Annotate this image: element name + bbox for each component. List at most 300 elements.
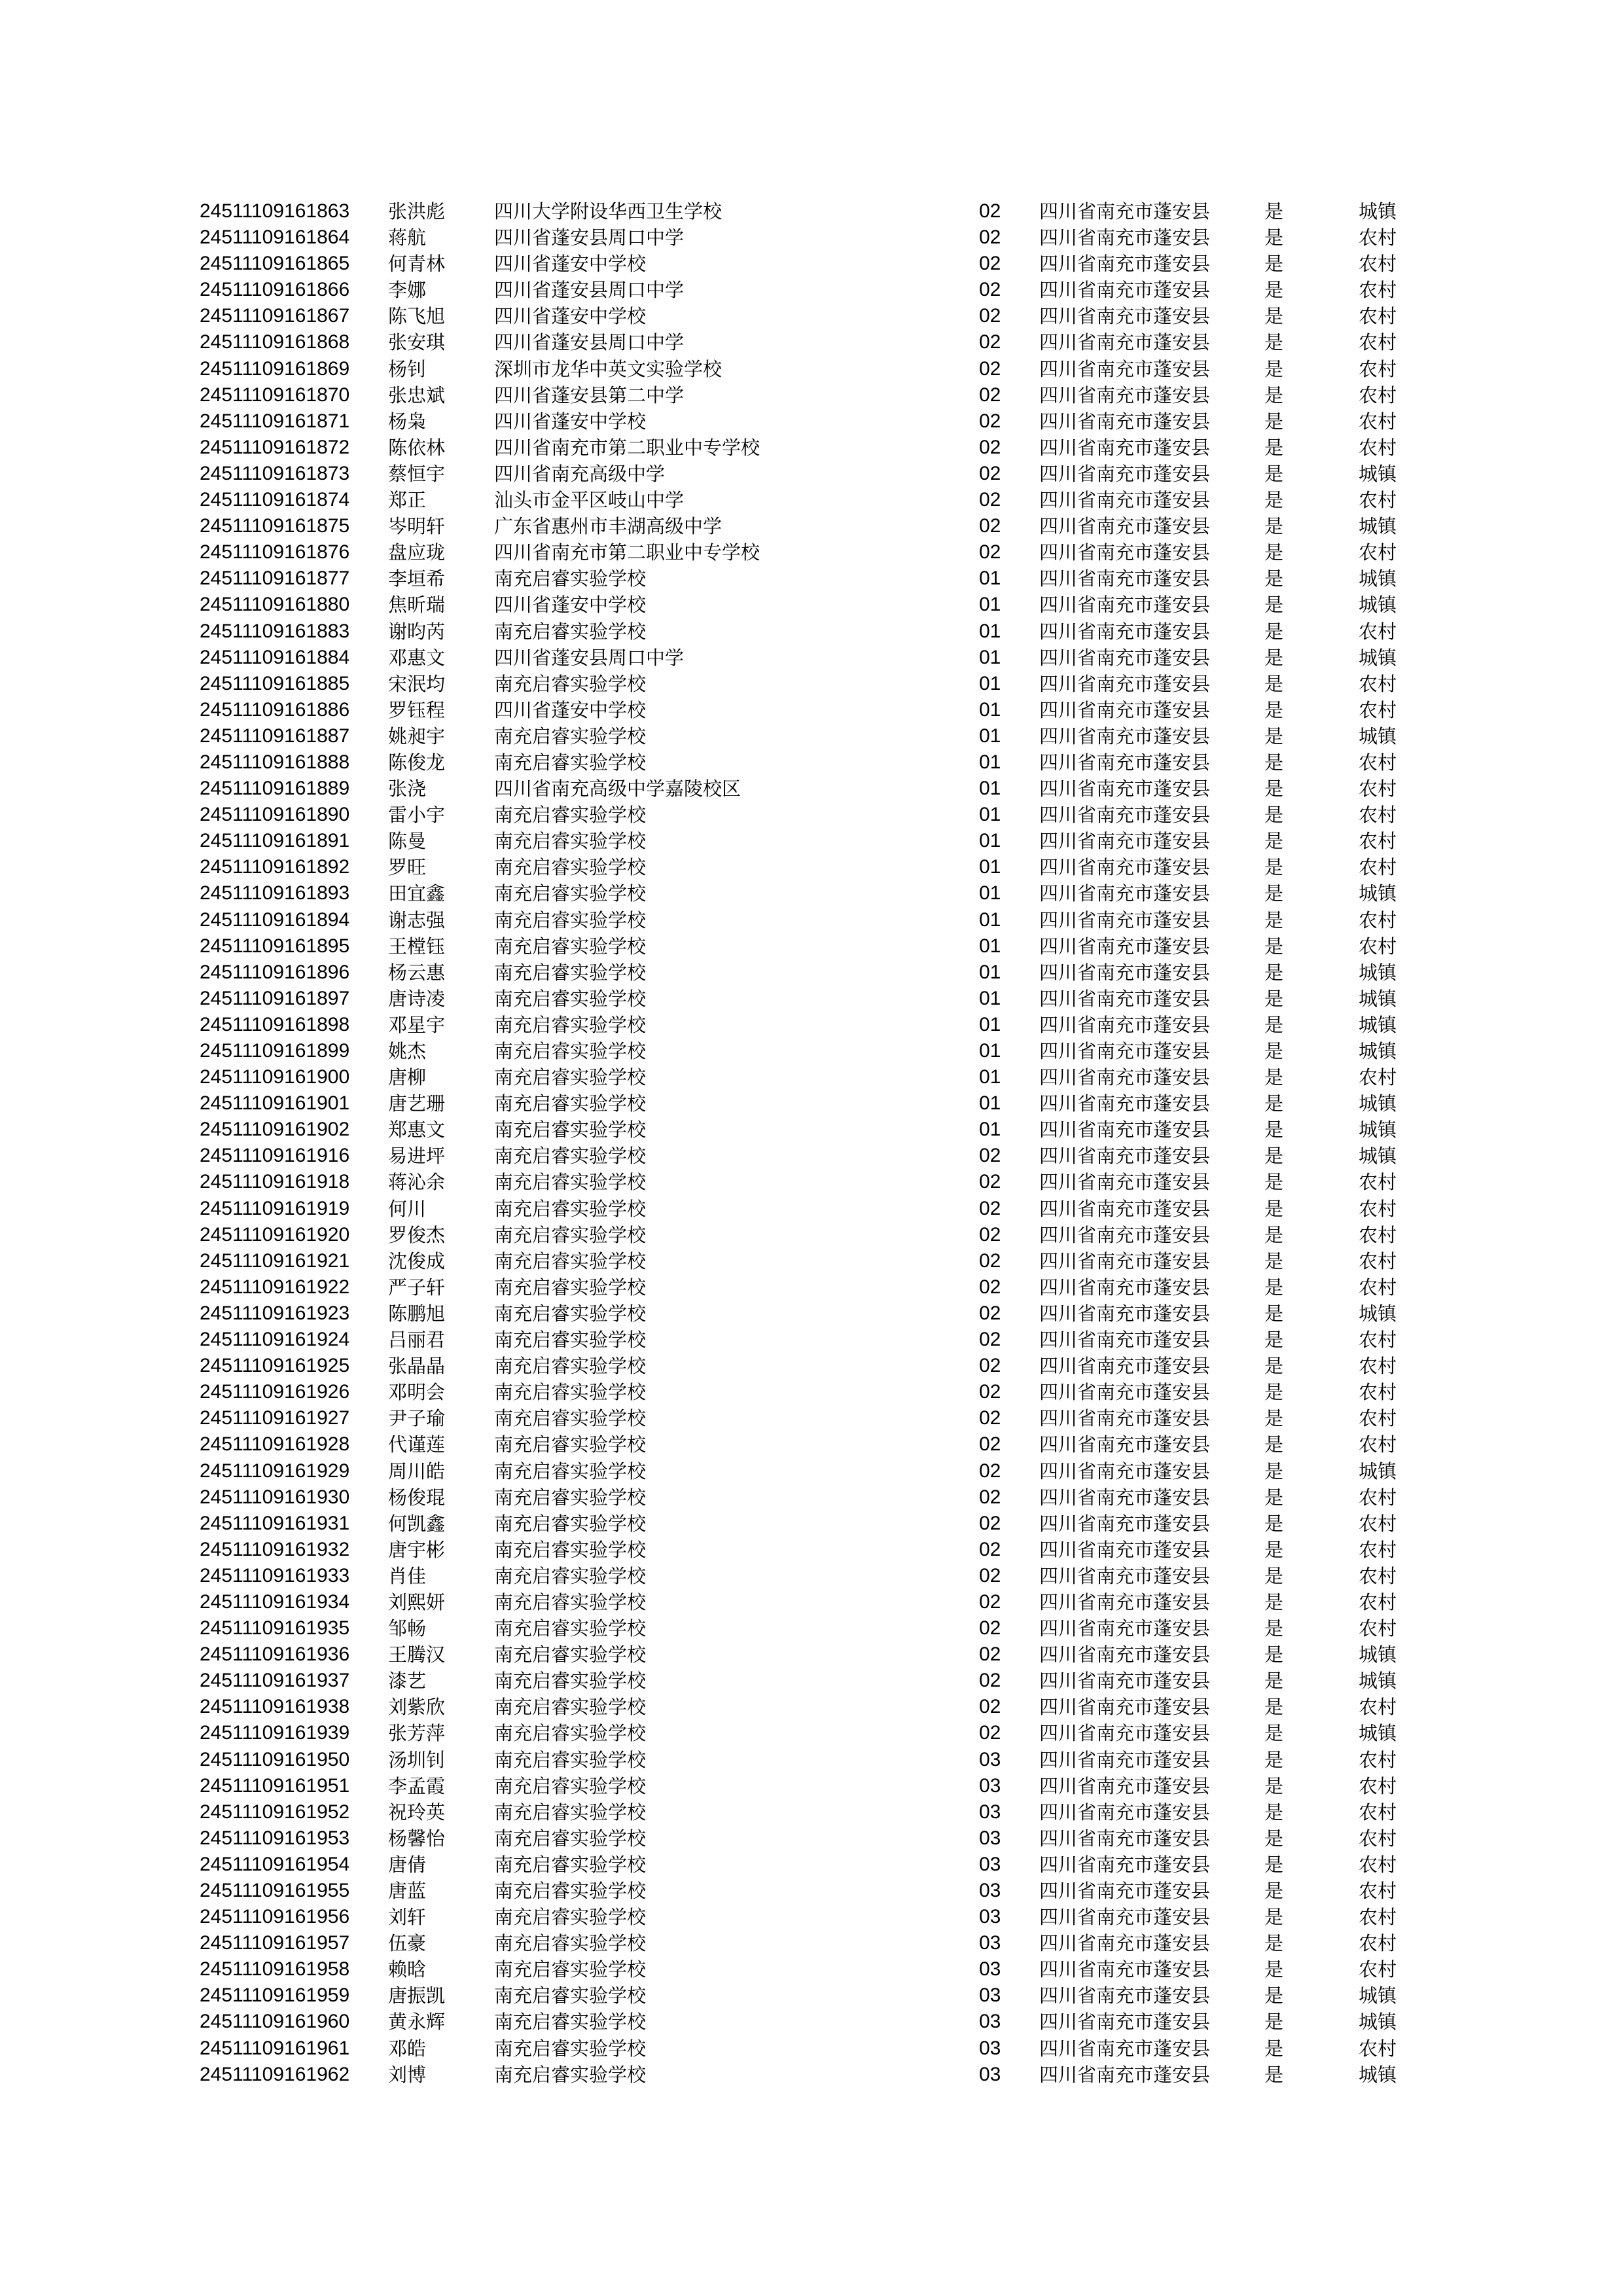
record-area-type: 农村 bbox=[1359, 1827, 1397, 1850]
record-area-type: 农村 bbox=[1359, 1171, 1397, 1194]
record-code: 02 bbox=[979, 541, 1001, 564]
record-id: 24511109161962 bbox=[200, 2063, 350, 2085]
record-id: 24511109161956 bbox=[200, 1906, 350, 1928]
record-name: 王腾汉 bbox=[388, 1643, 446, 1666]
table-row bbox=[0, 1668, 1623, 1694]
record-id: 24511109161916 bbox=[200, 1145, 350, 1167]
record-region: 四川省南充市蓬安县 bbox=[1039, 1223, 1211, 1246]
record-name: 杨云惠 bbox=[388, 961, 446, 984]
table-row bbox=[0, 303, 1623, 329]
record-region: 四川省南充市蓬安县 bbox=[1039, 436, 1211, 459]
record-region: 四川省南充市蓬安县 bbox=[1039, 1774, 1211, 1797]
record-id: 24511109161863 bbox=[200, 200, 350, 222]
record-school: 南充启睿实验学校 bbox=[494, 1460, 647, 1482]
table-row bbox=[0, 1405, 1623, 1431]
record-region: 四川省南充市蓬安县 bbox=[1039, 1197, 1211, 1220]
record-name: 周川皓 bbox=[388, 1460, 446, 1482]
record-id: 24511109161885 bbox=[200, 672, 350, 694]
record-flag: 是 bbox=[1264, 1670, 1284, 1693]
record-school: 四川省蓬安县周口中学 bbox=[494, 279, 685, 302]
record-region: 四川省南充市蓬安县 bbox=[1039, 1355, 1211, 1378]
record-region: 四川省南充市蓬安县 bbox=[1039, 489, 1211, 512]
record-area-type: 城镇 bbox=[1359, 567, 1397, 590]
record-area-type: 城镇 bbox=[1359, 1092, 1397, 1115]
record-code: 02 bbox=[979, 1407, 1001, 1429]
record-region: 四川省南充市蓬安县 bbox=[1039, 1827, 1211, 1850]
record-flag: 是 bbox=[1264, 1092, 1284, 1115]
record-region: 四川省南充市蓬安县 bbox=[1039, 1643, 1211, 1666]
record-school: 南充启睿实验学校 bbox=[494, 1066, 647, 1089]
table-row bbox=[0, 1694, 1623, 1720]
record-code: 03 bbox=[979, 1748, 1001, 1770]
record-id: 24511109161939 bbox=[200, 1722, 350, 1744]
record-name: 严子轩 bbox=[388, 1276, 446, 1299]
record-flag: 是 bbox=[1264, 2011, 1284, 2034]
record-area-type: 农村 bbox=[1359, 1932, 1397, 1955]
record-flag: 是 bbox=[1264, 882, 1284, 905]
table-row bbox=[0, 539, 1623, 565]
record-area-type: 农村 bbox=[1359, 908, 1397, 931]
record-flag: 是 bbox=[1264, 515, 1284, 538]
record-region: 四川省南充市蓬安县 bbox=[1039, 1617, 1211, 1640]
record-region: 四川省南充市蓬安县 bbox=[1039, 1329, 1211, 1352]
record-name: 张浇 bbox=[388, 778, 427, 800]
record-name: 张忠斌 bbox=[388, 384, 446, 406]
record-name: 谢志强 bbox=[388, 908, 446, 931]
table-row bbox=[0, 1117, 1623, 1143]
table-row bbox=[0, 592, 1623, 618]
record-code: 01 bbox=[979, 778, 1001, 800]
record-school: 四川省蓬安中学校 bbox=[494, 410, 647, 433]
record-name: 蒋航 bbox=[388, 226, 427, 249]
record-school: 四川省蓬安县周口中学 bbox=[494, 646, 685, 669]
record-name: 雷小宇 bbox=[388, 804, 446, 827]
record-code: 01 bbox=[979, 882, 1001, 905]
record-name: 张芳萍 bbox=[388, 1722, 446, 1745]
record-school: 南充启睿实验学校 bbox=[494, 856, 647, 879]
record-id: 24511109161884 bbox=[200, 646, 350, 668]
record-school: 南充启睿实验学校 bbox=[494, 567, 647, 590]
record-name: 邓明会 bbox=[388, 1381, 446, 1404]
table-row bbox=[0, 1222, 1623, 1248]
table-row bbox=[0, 1641, 1623, 1668]
record-code: 03 bbox=[979, 1827, 1001, 1849]
record-school: 南充启睿实验学校 bbox=[494, 1171, 647, 1194]
table-row bbox=[0, 2009, 1623, 2035]
record-name: 何青林 bbox=[388, 253, 446, 276]
record-code: 02 bbox=[979, 489, 1001, 511]
record-name: 张安琪 bbox=[388, 331, 446, 354]
record-flag: 是 bbox=[1264, 1407, 1284, 1430]
record-region: 四川省南充市蓬安县 bbox=[1039, 2011, 1211, 2034]
record-school: 南充启睿实验学校 bbox=[494, 1302, 647, 1325]
table-row bbox=[0, 645, 1623, 671]
record-code: 02 bbox=[979, 1171, 1001, 1193]
record-name: 谢昀芮 bbox=[388, 620, 446, 643]
record-code: 03 bbox=[979, 1853, 1001, 1875]
record-id: 24511109161955 bbox=[200, 1880, 350, 1901]
record-area-type: 农村 bbox=[1359, 1590, 1397, 1613]
table-row bbox=[0, 1327, 1623, 1353]
record-id: 24511109161871 bbox=[200, 410, 350, 432]
record-id: 24511109161953 bbox=[200, 1827, 350, 1849]
table-row bbox=[0, 1379, 1623, 1405]
record-region: 四川省南充市蓬安县 bbox=[1039, 541, 1211, 564]
record-code: 02 bbox=[979, 1381, 1001, 1403]
record-id: 24511109161960 bbox=[200, 2011, 350, 2033]
record-region: 四川省南充市蓬安县 bbox=[1039, 253, 1211, 276]
record-id: 24511109161875 bbox=[200, 515, 350, 537]
record-flag: 是 bbox=[1264, 751, 1284, 774]
record-id: 24511109161876 bbox=[200, 541, 350, 564]
record-region: 四川省南充市蓬安县 bbox=[1039, 778, 1211, 800]
record-name: 汤圳钊 bbox=[388, 1748, 446, 1771]
record-id: 24511109161954 bbox=[200, 1853, 350, 1875]
record-code: 01 bbox=[979, 935, 1001, 957]
record-region: 四川省南充市蓬安县 bbox=[1039, 620, 1211, 643]
table-row bbox=[0, 565, 1623, 592]
record-flag: 是 bbox=[1264, 279, 1284, 302]
record-id: 24511109161926 bbox=[200, 1381, 350, 1403]
record-code: 01 bbox=[979, 698, 1001, 721]
record-region: 四川省南充市蓬安县 bbox=[1039, 1381, 1211, 1404]
record-area-type: 农村 bbox=[1359, 436, 1397, 459]
table-row bbox=[0, 1799, 1623, 1825]
record-id: 24511109161957 bbox=[200, 1932, 350, 1954]
record-school: 南充启睿实验学校 bbox=[494, 1538, 647, 1561]
table-row bbox=[0, 1458, 1623, 1484]
record-flag: 是 bbox=[1264, 1302, 1284, 1325]
record-code: 02 bbox=[979, 1460, 1001, 1482]
record-code: 03 bbox=[979, 2011, 1001, 2033]
record-name: 蔡恒宇 bbox=[388, 462, 446, 485]
record-name: 陈俊龙 bbox=[388, 751, 446, 774]
record-name: 陈依林 bbox=[388, 436, 446, 459]
record-name: 邹畅 bbox=[388, 1617, 427, 1640]
record-region: 四川省南充市蓬安县 bbox=[1039, 1801, 1211, 1823]
table-row bbox=[0, 619, 1623, 645]
record-code: 03 bbox=[979, 1958, 1001, 1981]
record-region: 四川省南充市蓬安县 bbox=[1039, 1407, 1211, 1430]
record-school: 四川省蓬安县第二中学 bbox=[494, 384, 685, 406]
record-school: 四川省蓬安中学校 bbox=[494, 305, 647, 328]
record-school: 南充启睿实验学校 bbox=[494, 1040, 647, 1062]
record-flag: 是 bbox=[1264, 384, 1284, 406]
table-row bbox=[0, 356, 1623, 382]
record-list bbox=[0, 198, 1623, 2088]
table-row bbox=[0, 1563, 1623, 1589]
record-area-type: 城镇 bbox=[1359, 2063, 1397, 2086]
record-school: 南充启睿实验学校 bbox=[494, 751, 647, 774]
record-code: 02 bbox=[979, 226, 1001, 249]
record-name: 杨馨怡 bbox=[388, 1827, 446, 1850]
record-code: 01 bbox=[979, 646, 1001, 668]
record-code: 02 bbox=[979, 1696, 1001, 1718]
record-area-type: 城镇 bbox=[1359, 2011, 1397, 2034]
record-region: 四川省南充市蓬安县 bbox=[1039, 804, 1211, 827]
record-id: 24511109161918 bbox=[200, 1171, 350, 1193]
record-region: 四川省南充市蓬安县 bbox=[1039, 935, 1211, 958]
record-school: 南充启睿实验学校 bbox=[494, 1407, 647, 1430]
record-flag: 是 bbox=[1264, 856, 1284, 879]
record-code: 02 bbox=[979, 1433, 1001, 1456]
record-id: 24511109161891 bbox=[200, 830, 350, 852]
record-code: 01 bbox=[979, 725, 1001, 747]
table-row bbox=[0, 1090, 1623, 1117]
table-row bbox=[0, 1038, 1623, 1064]
record-school: 四川大学附设华西卫生学校 bbox=[494, 200, 722, 223]
record-area-type: 农村 bbox=[1359, 1249, 1397, 1272]
record-region: 四川省南充市蓬安县 bbox=[1039, 1722, 1211, 1745]
table-row bbox=[0, 224, 1623, 251]
record-flag: 是 bbox=[1264, 672, 1284, 695]
record-id: 24511109161870 bbox=[200, 384, 350, 406]
record-flag: 是 bbox=[1264, 1880, 1284, 1902]
record-area-type: 农村 bbox=[1359, 1407, 1397, 1430]
record-id: 24511109161889 bbox=[200, 778, 350, 800]
record-school: 南充启睿实验学校 bbox=[494, 804, 647, 827]
record-school: 南充启睿实验学校 bbox=[494, 725, 647, 747]
record-school: 南充启睿实验学校 bbox=[494, 1801, 647, 1823]
table-row bbox=[0, 986, 1623, 1012]
record-area-type: 城镇 bbox=[1359, 725, 1397, 747]
record-region: 四川省南充市蓬安县 bbox=[1039, 1119, 1211, 1141]
record-name: 张洪彪 bbox=[388, 200, 446, 223]
record-name: 伍豪 bbox=[388, 1932, 427, 1955]
record-id: 24511109161869 bbox=[200, 357, 350, 380]
record-name: 郑正 bbox=[388, 489, 427, 512]
record-region: 四川省南充市蓬安县 bbox=[1039, 1880, 1211, 1902]
record-area-type: 农村 bbox=[1359, 1512, 1397, 1535]
record-region: 四川省南充市蓬安县 bbox=[1039, 279, 1211, 302]
record-id: 24511109161950 bbox=[200, 1748, 350, 1770]
record-name: 唐振凯 bbox=[388, 1984, 446, 2007]
record-name: 罗旺 bbox=[388, 856, 427, 879]
record-name: 杨俊琨 bbox=[388, 1486, 446, 1509]
record-code: 01 bbox=[979, 594, 1001, 616]
table-row bbox=[0, 2062, 1623, 2088]
table-row bbox=[0, 1248, 1623, 1274]
record-code: 02 bbox=[979, 305, 1001, 327]
record-id: 24511109161925 bbox=[200, 1355, 350, 1377]
table-row bbox=[0, 1982, 1623, 2009]
table-row bbox=[0, 1196, 1623, 1222]
record-code: 03 bbox=[979, 1984, 1001, 2007]
record-area-type: 农村 bbox=[1359, 1355, 1397, 1378]
record-name: 唐柳 bbox=[388, 1066, 427, 1089]
record-code: 03 bbox=[979, 1932, 1001, 1954]
record-code: 03 bbox=[979, 2063, 1001, 2085]
record-name: 郑惠文 bbox=[388, 1119, 446, 1141]
record-flag: 是 bbox=[1264, 1748, 1284, 1771]
table-row bbox=[0, 198, 1623, 224]
record-region: 四川省南充市蓬安县 bbox=[1039, 1249, 1211, 1272]
record-flag: 是 bbox=[1264, 778, 1284, 800]
table-row bbox=[0, 1615, 1623, 1641]
record-area-type: 城镇 bbox=[1359, 594, 1397, 617]
record-name: 何凯鑫 bbox=[388, 1512, 446, 1535]
record-school: 南充启睿实验学校 bbox=[494, 1932, 647, 1955]
record-code: 02 bbox=[979, 1590, 1001, 1613]
record-id: 24511109161892 bbox=[200, 856, 350, 878]
record-id: 24511109161922 bbox=[200, 1276, 350, 1298]
record-area-type: 农村 bbox=[1359, 1958, 1397, 1981]
record-region: 四川省南充市蓬安县 bbox=[1039, 1040, 1211, 1062]
record-id: 24511109161900 bbox=[200, 1066, 350, 1088]
record-name: 杨钊 bbox=[388, 357, 427, 380]
record-code: 02 bbox=[979, 1249, 1001, 1272]
record-flag: 是 bbox=[1264, 594, 1284, 617]
record-id: 24511109161880 bbox=[200, 594, 350, 616]
record-code: 02 bbox=[979, 1512, 1001, 1534]
record-area-type: 农村 bbox=[1359, 620, 1397, 643]
record-flag: 是 bbox=[1264, 1906, 1284, 1929]
record-name: 王樘钰 bbox=[388, 935, 446, 958]
record-flag: 是 bbox=[1264, 567, 1284, 590]
record-flag: 是 bbox=[1264, 2037, 1284, 2060]
record-region: 四川省南充市蓬安县 bbox=[1039, 856, 1211, 879]
record-flag: 是 bbox=[1264, 804, 1284, 827]
record-id: 24511109161897 bbox=[200, 987, 350, 1009]
table-row bbox=[0, 776, 1623, 802]
table-row bbox=[0, 1484, 1623, 1511]
record-name: 沈俊成 bbox=[388, 1249, 446, 1272]
record-flag: 是 bbox=[1264, 1827, 1284, 1850]
record-id: 24511109161888 bbox=[200, 751, 350, 773]
record-name: 唐艺珊 bbox=[388, 1092, 446, 1115]
record-id: 24511109161930 bbox=[200, 1486, 350, 1508]
record-name: 肖佳 bbox=[388, 1564, 427, 1587]
record-school: 南充启睿实验学校 bbox=[494, 1249, 647, 1272]
record-flag: 是 bbox=[1264, 620, 1284, 643]
record-school: 四川省南充高级中学嘉陵校区 bbox=[494, 778, 741, 800]
table-row bbox=[0, 1852, 1623, 1878]
record-flag: 是 bbox=[1264, 1958, 1284, 1981]
record-name: 宋泯均 bbox=[388, 672, 446, 695]
record-code: 02 bbox=[979, 1355, 1001, 1377]
record-area-type: 农村 bbox=[1359, 935, 1397, 958]
record-area-type: 农村 bbox=[1359, 1564, 1397, 1587]
record-region: 四川省南充市蓬安县 bbox=[1039, 1460, 1211, 1482]
record-region: 四川省南充市蓬安县 bbox=[1039, 2063, 1211, 2086]
record-school: 南充启睿实验学校 bbox=[494, 1276, 647, 1299]
record-name: 李孟霞 bbox=[388, 1774, 446, 1797]
record-code: 02 bbox=[979, 253, 1001, 275]
record-school: 深圳市龙华中英文实验学校 bbox=[494, 357, 722, 380]
record-id: 24511109161865 bbox=[200, 253, 350, 275]
record-area-type: 农村 bbox=[1359, 1801, 1397, 1823]
table-row bbox=[0, 1431, 1623, 1458]
record-flag: 是 bbox=[1264, 1223, 1284, 1246]
record-flag: 是 bbox=[1264, 357, 1284, 380]
table-row bbox=[0, 1589, 1623, 1615]
record-region: 四川省南充市蓬安县 bbox=[1039, 1512, 1211, 1535]
record-school: 四川省蓬安中学校 bbox=[494, 594, 647, 617]
record-school: 南充启睿实验学校 bbox=[494, 1119, 647, 1141]
record-flag: 是 bbox=[1264, 1722, 1284, 1745]
record-area-type: 农村 bbox=[1359, 541, 1397, 564]
record-code: 02 bbox=[979, 1223, 1001, 1246]
record-region: 四川省南充市蓬安县 bbox=[1039, 1276, 1211, 1299]
record-name: 邓星宇 bbox=[388, 1013, 446, 1036]
record-school: 南充启睿实验学校 bbox=[494, 1696, 647, 1719]
record-flag: 是 bbox=[1264, 2063, 1284, 2086]
record-name: 黄永辉 bbox=[388, 2011, 446, 2034]
table-row bbox=[0, 461, 1623, 487]
record-code: 02 bbox=[979, 436, 1001, 458]
record-school: 南充启睿实验学校 bbox=[494, 1722, 647, 1745]
record-flag: 是 bbox=[1264, 331, 1284, 354]
record-school: 南充启睿实验学校 bbox=[494, 987, 647, 1010]
record-flag: 是 bbox=[1264, 1801, 1284, 1823]
record-code: 01 bbox=[979, 830, 1001, 852]
record-flag: 是 bbox=[1264, 226, 1284, 249]
table-row bbox=[0, 1511, 1623, 1537]
record-id: 24511109161894 bbox=[200, 908, 350, 931]
table-row bbox=[0, 1300, 1623, 1327]
record-flag: 是 bbox=[1264, 908, 1284, 931]
record-area-type: 农村 bbox=[1359, 305, 1397, 328]
record-id: 24511109161935 bbox=[200, 1617, 350, 1640]
record-school: 南充启睿实验学校 bbox=[494, 1590, 647, 1613]
record-region: 四川省南充市蓬安县 bbox=[1039, 725, 1211, 747]
record-area-type: 农村 bbox=[1359, 1853, 1397, 1876]
record-flag: 是 bbox=[1264, 1145, 1284, 1168]
record-id: 24511109161874 bbox=[200, 489, 350, 511]
record-name: 焦昕瑞 bbox=[388, 594, 446, 617]
record-name: 姚昶宇 bbox=[388, 725, 446, 747]
record-id: 24511109161951 bbox=[200, 1774, 350, 1797]
record-code: 01 bbox=[979, 908, 1001, 931]
table-row bbox=[0, 854, 1623, 880]
record-flag: 是 bbox=[1264, 698, 1284, 721]
record-school: 南充启睿实验学校 bbox=[494, 908, 647, 931]
record-name: 岑明轩 bbox=[388, 515, 446, 538]
record-school: 南充启睿实验学校 bbox=[494, 672, 647, 695]
record-area-type: 农村 bbox=[1359, 1223, 1397, 1246]
record-area-type: 城镇 bbox=[1359, 1119, 1397, 1141]
record-flag: 是 bbox=[1264, 1329, 1284, 1352]
record-school: 南充启睿实验学校 bbox=[494, 1381, 647, 1404]
record-school: 南充启睿实验学校 bbox=[494, 1853, 647, 1876]
record-name: 吕丽君 bbox=[388, 1329, 446, 1352]
record-name: 刘紫欣 bbox=[388, 1696, 446, 1719]
record-flag: 是 bbox=[1264, 830, 1284, 853]
table-row bbox=[0, 1747, 1623, 1773]
record-school: 南充启睿实验学校 bbox=[494, 1512, 647, 1535]
record-id: 24511109161934 bbox=[200, 1590, 350, 1613]
record-code: 01 bbox=[979, 1092, 1001, 1115]
record-area-type: 城镇 bbox=[1359, 1013, 1397, 1036]
record-region: 四川省南充市蓬安县 bbox=[1039, 357, 1211, 380]
record-area-type: 城镇 bbox=[1359, 1722, 1397, 1745]
record-area-type: 农村 bbox=[1359, 1066, 1397, 1089]
table-row bbox=[0, 1274, 1623, 1300]
record-id: 24511109161927 bbox=[200, 1407, 350, 1429]
record-flag: 是 bbox=[1264, 1984, 1284, 2007]
record-name: 赖晗 bbox=[388, 1958, 427, 1981]
record-region: 四川省南充市蓬安县 bbox=[1039, 1696, 1211, 1719]
record-code: 01 bbox=[979, 804, 1001, 826]
record-name: 唐蓝 bbox=[388, 1880, 427, 1902]
record-flag: 是 bbox=[1264, 253, 1284, 276]
record-school: 南充启睿实验学校 bbox=[494, 830, 647, 853]
record-flag: 是 bbox=[1264, 1853, 1284, 1876]
record-id: 24511109161896 bbox=[200, 961, 350, 983]
record-name: 唐诗凌 bbox=[388, 987, 446, 1010]
record-name: 刘熙妍 bbox=[388, 1590, 446, 1613]
record-name: 邓皓 bbox=[388, 2037, 427, 2060]
